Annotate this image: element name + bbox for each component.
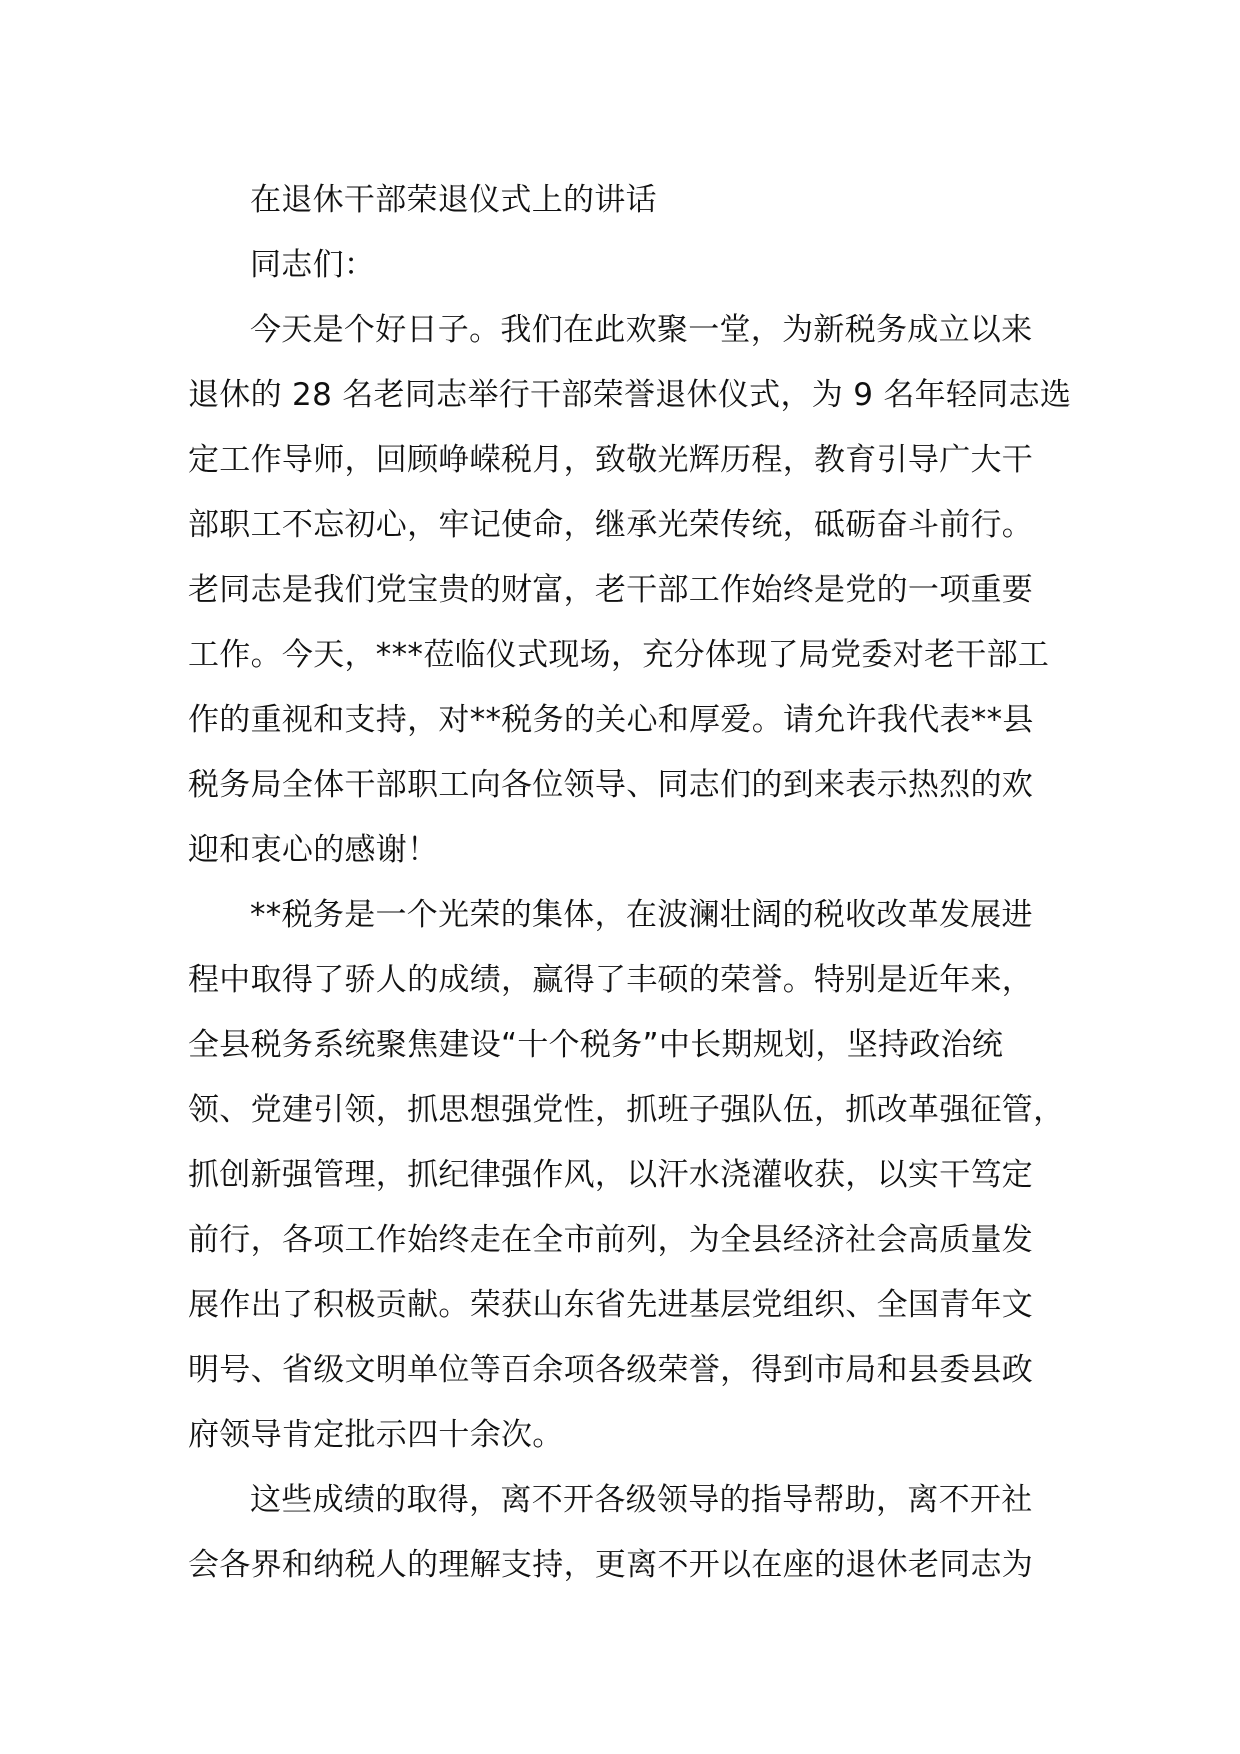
text-line: 抓创新强管理，抓纪律强作风，以汗水浇灌收获，以实干笃定 bbox=[188, 1157, 1034, 1193]
salutation: 同志们： bbox=[250, 247, 376, 283]
text-line: 府领导肯定批示四十余次。 bbox=[188, 1417, 564, 1453]
text-line: 迎和衷心的感谢！ bbox=[188, 832, 439, 868]
text-line: 老同志是我们党宝贵的财富，老干部工作始终是党的一项重要 bbox=[188, 572, 1034, 608]
text-line: 前行，各项工作始终走在全市前列，为全县经济社会高质量发 bbox=[188, 1222, 1034, 1258]
text-line: 明号、省级文明单位等百余项各级荣誉，得到市局和县委县政 bbox=[188, 1352, 1034, 1388]
text-line: 展作出了积极贡献。荣获山东省先进基层党组织、全国青年文 bbox=[188, 1287, 1034, 1323]
text-line: 领、党建引领，抓思想强党性，抓班子强队伍，抓改革强征管， bbox=[188, 1092, 1065, 1128]
document-page bbox=[188, 168, 1072, 1598]
text-line: 会各界和纳税人的理解支持，更离不开以在座的退休老同志为 bbox=[188, 1547, 1034, 1583]
text-line: **税务是一个光荣的集体，在波澜壮阔的税收改革发展进 bbox=[250, 897, 1033, 933]
text-line: 税务局全体干部职工向各位领导、同志们的到来表示热烈的欢 bbox=[188, 767, 1034, 803]
text-line: 定工作导师，回顾峥嵘税月，致敬光辉历程，教育引导广大干 bbox=[188, 442, 1034, 478]
text-line: 退休的 28 名老同志举行干部荣誉退休仪式，为 9 名年轻同志选 bbox=[188, 377, 1072, 413]
text-line: 部职工不忘初心，牢记使命，继承光荣传统，砥砺奋斗前行。 bbox=[188, 507, 1034, 543]
document-body bbox=[188, 298, 1072, 1598]
text-line: 程中取得了骄人的成绩，赢得了丰硕的荣誉。特别是近年来， bbox=[188, 962, 1034, 998]
text-line: 全县税务系统聚焦建设“十个税务”中长期规划，坚持政治统 bbox=[188, 1027, 1004, 1063]
text-line: 这些成绩的取得，离不开各级领导的指导帮助，离不开社 bbox=[250, 1482, 1033, 1518]
text-line: 今天是个好日子。我们在此欢聚一堂，为新税务成立以来 bbox=[250, 312, 1033, 348]
text-line: 工作。今天，***莅临仪式现场，充分体现了局党委对老干部工 bbox=[188, 637, 1050, 673]
document-title: 在退休干部荣退仪式上的讲话 bbox=[250, 182, 657, 218]
text-line: 作的重视和支持，对**税务的关心和厚爱。请允许我代表**县 bbox=[188, 702, 1034, 738]
